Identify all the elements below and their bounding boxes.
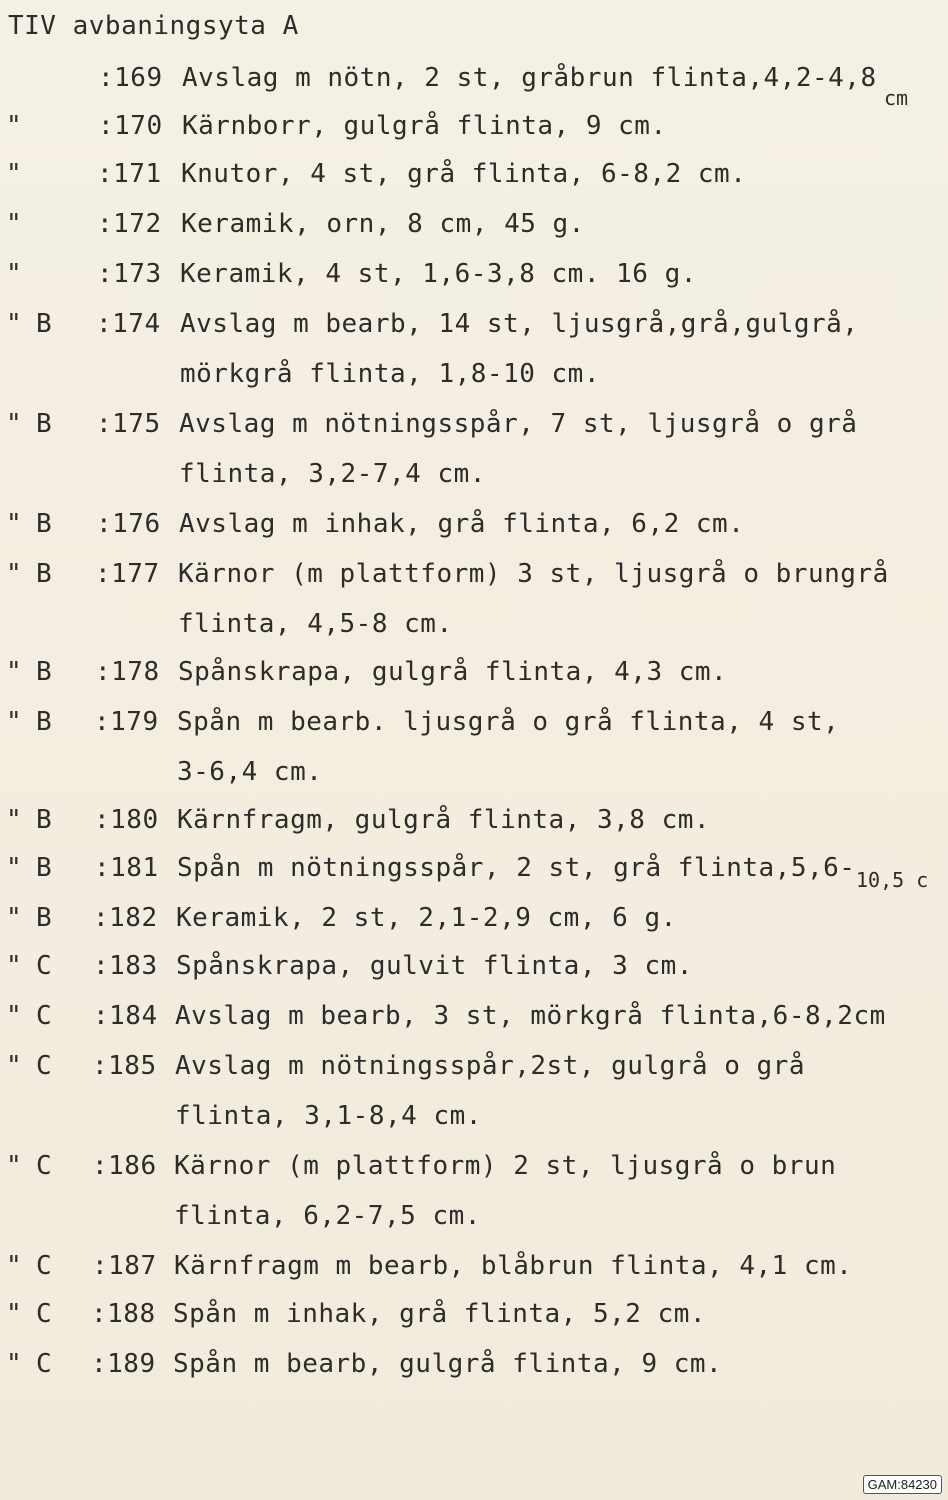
section-letter: B xyxy=(36,805,53,835)
ditto-mark: " xyxy=(6,309,23,339)
section-letter: C xyxy=(36,1251,53,1281)
entry-row xyxy=(0,996,948,1036)
find-number: :185 xyxy=(92,1051,157,1081)
find-number: :189 xyxy=(91,1349,156,1379)
find-description: Kärnor (m plattform) 3 st, ljusgrå o brungrå xyxy=(178,559,889,589)
continuation-text: flinta, 4,5-8 cm. xyxy=(178,609,453,639)
find-description: Keramik, orn, 8 cm, 45 g. xyxy=(181,209,585,239)
entry-row xyxy=(0,1146,948,1186)
ditto-mark: " xyxy=(6,903,23,933)
find-description: Kärnor (m plattform) 2 st, ljusgrå o brun xyxy=(174,1151,837,1181)
find-description: Kärnfragm, gulgrå flinta, 3,8 cm. xyxy=(177,805,711,835)
continuation-text: 3-6,4 cm. xyxy=(177,757,323,787)
entry-row xyxy=(0,404,948,444)
ditto-mark: " xyxy=(6,805,23,835)
ditto-mark: " xyxy=(6,559,23,589)
find-number: :170 xyxy=(98,111,163,141)
section-letter: C xyxy=(36,1151,53,1181)
section-letter: B xyxy=(36,707,53,737)
find-description: Avslag m inhak, grå flinta, 6,2 cm. xyxy=(179,509,745,539)
continuation-text: flinta, 3,2-7,4 cm. xyxy=(179,459,486,489)
find-number: :175 xyxy=(96,409,161,439)
section-letter: B xyxy=(36,903,53,933)
find-number: :180 xyxy=(94,805,159,835)
section-letter: B xyxy=(36,309,53,339)
ditto-mark: " xyxy=(6,409,23,439)
section-letter: C xyxy=(36,1001,53,1031)
find-description: Spån m nötningsspår, 2 st, grå flinta,5,6- xyxy=(177,853,856,883)
margin-annotation: cm xyxy=(884,86,909,110)
ditto-mark: " xyxy=(6,209,23,239)
find-description: Kärnborr, gulgrå flinta, 9 cm. xyxy=(182,111,667,141)
entry-row xyxy=(0,946,948,986)
continuation-text: flinta, 3,1-8,4 cm. xyxy=(175,1101,482,1131)
catalog-number-stamp: GAM:84230 xyxy=(863,1475,942,1494)
entry-row xyxy=(0,304,948,344)
entry-row xyxy=(0,254,948,294)
find-description: Spån m bearb. ljusgrå o grå flinta, 4 st, xyxy=(177,707,840,737)
find-number: :188 xyxy=(91,1299,156,1329)
entry-row xyxy=(0,652,948,692)
ditto-mark: " xyxy=(6,159,23,189)
section-letter: C xyxy=(36,951,53,981)
entry-row xyxy=(0,800,948,840)
find-number: :171 xyxy=(97,159,162,189)
find-description: Avslag m nötn, 2 st, gråbrun flinta,4,2-4,8 xyxy=(182,63,877,93)
find-number: :179 xyxy=(94,707,159,737)
ditto-mark: " xyxy=(6,657,23,687)
ditto-mark: " xyxy=(6,509,23,539)
ditto-mark: " xyxy=(6,1051,23,1081)
entry-row xyxy=(0,106,948,146)
find-number: :172 xyxy=(97,209,162,239)
continuation-text: mörkgrå flinta, 1,8-10 cm. xyxy=(180,359,600,389)
ditto-mark: " xyxy=(6,111,23,141)
find-description: Avslag m nötningsspår, 7 st, ljusgrå o grå xyxy=(179,409,858,439)
margin-annotation: 10,5 c xyxy=(856,868,929,892)
find-number: :186 xyxy=(92,1151,157,1181)
ditto-mark: " xyxy=(6,1299,23,1329)
find-description: Knutor, 4 st, grå flinta, 6-8,2 cm. xyxy=(181,159,747,189)
ditto-mark: " xyxy=(6,707,23,737)
find-description: Avslag m bearb, 3 st, mörkgrå flinta,6-8,2cm xyxy=(175,1001,886,1031)
find-number: :184 xyxy=(93,1001,158,1031)
ditto-mark: " xyxy=(6,259,23,289)
entry-row xyxy=(0,702,948,742)
section-letter: B xyxy=(36,559,53,589)
find-description: Spån m bearb, gulgrå flinta, 9 cm. xyxy=(173,1349,723,1379)
find-number: :181 xyxy=(94,853,159,883)
section-letter: B xyxy=(36,409,53,439)
find-description: Avslag m nötningsspår,2st, gulgrå o grå xyxy=(175,1051,805,1081)
entry-row xyxy=(0,154,948,194)
section-letter: B xyxy=(36,853,53,883)
entry-row xyxy=(0,554,948,594)
find-description: Keramik, 4 st, 1,6-3,8 cm. 16 g. xyxy=(180,259,697,289)
find-number: :177 xyxy=(95,559,160,589)
find-number: :169 xyxy=(98,63,163,93)
find-description: Keramik, 2 st, 2,1-2,9 cm, 6 g. xyxy=(176,903,677,933)
ditto-mark: " xyxy=(6,1151,23,1181)
ditto-mark: " xyxy=(6,853,23,883)
entry-row xyxy=(0,1294,948,1334)
find-number: :174 xyxy=(96,309,161,339)
find-number: :183 xyxy=(93,951,158,981)
entry-row xyxy=(0,58,948,98)
find-description: Kärnfragm m bearb, blåbrun flinta, 4,1 cm. xyxy=(174,1251,853,1281)
ditto-mark: " xyxy=(6,1349,23,1379)
page-heading: TIV avbaningsyta A xyxy=(8,11,299,41)
find-description: Spånskrapa, gulvit flinta, 3 cm. xyxy=(176,951,693,981)
entry-row xyxy=(0,898,948,938)
entry-row xyxy=(0,1046,948,1086)
entry-row xyxy=(0,848,948,892)
entry-row xyxy=(0,504,948,544)
find-number: :176 xyxy=(96,509,161,539)
find-number: :178 xyxy=(95,657,160,687)
continuation-text: flinta, 6,2-7,5 cm. xyxy=(174,1201,481,1231)
find-number: :182 xyxy=(93,903,158,933)
find-description: Spån m inhak, grå flinta, 5,2 cm. xyxy=(173,1299,707,1329)
entry-row xyxy=(0,1246,948,1286)
ditto-mark: " xyxy=(6,951,23,981)
ditto-mark: " xyxy=(6,1001,23,1031)
section-letter: C xyxy=(36,1051,53,1081)
entry-row xyxy=(0,1344,948,1384)
entry-row xyxy=(0,204,948,244)
section-letter: B xyxy=(36,509,53,539)
find-number: :187 xyxy=(92,1251,157,1281)
find-description: Avslag m bearb, 14 st, ljusgrå,grå,gulgrå, xyxy=(180,309,859,339)
find-description: Spånskrapa, gulgrå flinta, 4,3 cm. xyxy=(178,657,728,687)
section-letter: C xyxy=(36,1349,53,1379)
section-letter: C xyxy=(36,1299,53,1329)
ditto-mark: " xyxy=(6,1251,23,1281)
find-number: :173 xyxy=(97,259,162,289)
section-letter: B xyxy=(36,657,53,687)
